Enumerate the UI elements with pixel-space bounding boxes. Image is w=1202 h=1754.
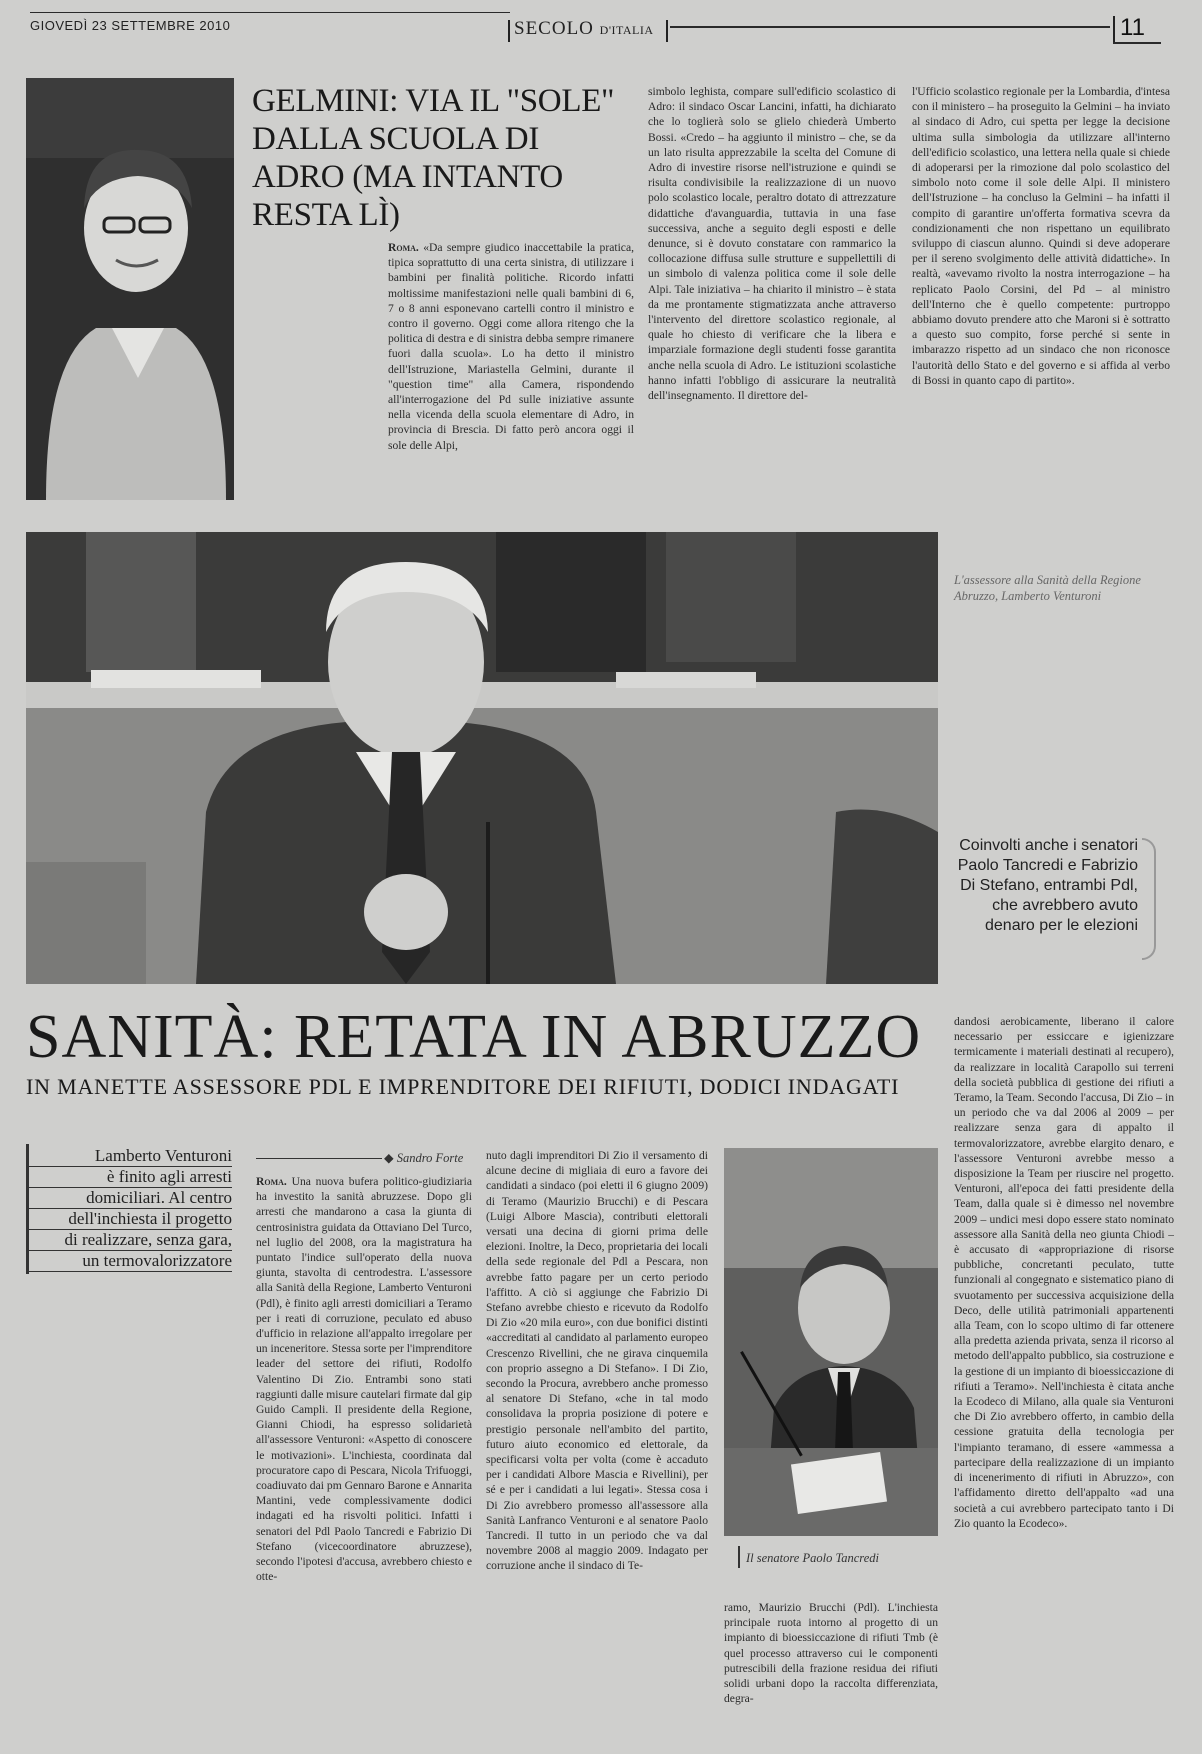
header-divider — [508, 20, 510, 42]
box-quote-rule — [26, 1144, 29, 1274]
newspaper-suffix: D'ITALIA — [599, 23, 654, 37]
gelmini-photo — [26, 78, 234, 500]
page-number-rule — [1113, 42, 1161, 44]
tancredi-caption: Il senatore Paolo Tancredi — [746, 1551, 879, 1565]
header-date: GIOVEDÌ 23 SETTEMBRE 2010 — [30, 18, 231, 33]
box-quote-line: domiciliari. Al centro — [28, 1188, 232, 1209]
sanita-text-1: Una nuova bufera politico-giudiziaria ha investito la sanità abruzzese. Dopo gli arresti che mandarono a casa la giunta di centrosinistra guidata da Ottaviano Del Turco, nel luglio del 2008, ora la magistratura ha puntato l'indice sull'operato della nuova giunta, stavolta di centrodestra. L'assessore alla Sanità della Regione, Lamberto Venturoni (Pdl), è finito agli arresti domiciliari a Teramo per i reati di corruzione, peculato ed abuso d'ufficio in relazione all'appalto irregolare per un inceneritore. Stessa sorte per l'imprenditore leader del settore dei rifiuti, Rodolfo Valentino Di Zio. Entrambi sono stati raggiunti dalle misure cautelari firmate dal gip Guido Campli. Il presidente della Regione, Gianni Chiodi, ha espresso solidarietà all'assessore Venturoni: «Aspetto di conoscere le motivazioni». L'inchiesta, coordinata dal procuratore capo di Pescara, Nicola Trifuoggi, coadiuvato dai pm Gennaro Barone e Annarita Mantini, vede complessivamente dodici indagati ed ha risvolti politici. Infatti i senatori del Pdl Paolo Tancredi e Fabrizio Di Stefano (vicecoordinatore abruzzese), secondo l'ipotesi d'accusa, avrebbero chiesto e otte- — [256, 1175, 472, 1584]
main-photo-caption: L'assessore alla Sanità della Regione Abruzzo, Lamberto Venturoni — [954, 573, 1141, 603]
header-rule-right — [670, 26, 1110, 28]
byline: ◆ Sandro Forte — [384, 1151, 464, 1165]
sanita-text-3: ramo, Maurizio Brucchi (Pdl). L'inchiesta principale ruota intorno al progetto di un impianto di bioessiccazione di rifiuti Tmb (è quel processo attraverso cui le componenti putrescibili della frazione residua dei rifiuti solidi urbani dopo la raccolta differenziata, degra- — [724, 1601, 938, 1706]
gelmini-dateline: Roma. — [388, 241, 419, 254]
side-quote-bracket — [1142, 838, 1156, 960]
box-quote-line: di realizzare, senza gara, — [28, 1230, 232, 1251]
tancredi-photo-image — [724, 1148, 938, 1536]
sanita-column-1 — [256, 1174, 472, 1750]
gelmini-text-2: simbolo leghista, compare sull'edificio scolastico di Adro: il sindaco Oscar Lancini, infatti, ha dichiarato che lo toglierà solo se glielo chiederà Umberto Bossi. «Credo – ha aggiunto il ministro – che, se da un lato risulta apprezzabile la scelta del Comune di Adro di investire risorse nell'istruzione e quindi se risulta condivisibile la realizzazione di un nuovo polo scolastico locale, peraltro dotato di attrezzature didattiche d'avanguardia, tuttavia in una fase successiva, anche a seguito degli esposti e delle denunce, si è dovuto constatare con rammarico la collocazione diffusa sulle strutture e suppellettili di un simbolo di valenza politica come il sole delle Alpi. Tale iniziativa – ha chiarito il ministro – è stata da me prontamente stigmatizzata anche attraverso l'intervento del direttore scolastico regionale, al quale ho chiesto di verificare che la libera e imparziale formazione degli studenti fosse garantita anche nella scuola di Adro. Le istituzioni scolastiche hanno infatti l'obbligo di assicurare la neutralità dell'insegnamento. Il direttore del- — [648, 85, 896, 403]
header-divider — [666, 20, 668, 42]
byline-rule — [256, 1158, 382, 1159]
gelmini-column-1 — [388, 240, 634, 502]
gelmini-column-2 — [648, 84, 896, 502]
box-quote-line: un termovalorizzatore — [28, 1251, 232, 1272]
caption-marker — [738, 1546, 740, 1568]
venturoni-photo-image — [26, 532, 938, 984]
gelmini-photo-image — [26, 78, 234, 500]
sanita-column-4 — [954, 1014, 1174, 1750]
gelmini-text-3: l'Ufficio scolastico regionale per la Lombardia, d'intesa con il ministero – ha proseguito la Gelmini – ha inviato al sindaco di Adro, cui spetta per legge la decisione ultima sulla simbologia da utilizzare all'interno dell'edificio scolastico, una lettera nella quale si chiede di adoperarsi per la rimozione dal polo scolastico del simbolo noto come il sole delle Alpi. Il ministero dell'Istruzione – ha concluso la Gelmini – ha infatti il compito di garantire un'offerta formativa scevra da condizionamenti che non rispettano un equilibrato sviluppo di ciascun alunno. Quindi si deve adoperare per il sereno svolgimento delle attività didattiche». In realtà, «avevamo rivolto la nostra interrogazione – ha replicato Paolo Corsini, del Pd – al ministro dell'Interno che è quello competente: purtroppo abbiamo dovuto prendere atto che Maroni si è sottratto a questo suo compito, forse perché si sente in imbarazzo rispetto ad un sindaco che non riconosce l'autorità dello Stato e del governo e si affida al verbo di Bossi in quanto capo di partito». — [912, 85, 1170, 387]
sanita-headline: SANITÀ: RETATA IN ABRUZZO — [26, 1003, 922, 1071]
byline-author: Sandro Forte — [396, 1151, 464, 1165]
newspaper-title: SECOLO — [514, 18, 594, 39]
gelmini-text-1: «Da sempre giudico inaccettabile la pratica, tipica soprattutto di una certa sinistra, di utilizzare i bambini per finalità politiche. Ricordo infatti moltissime manifestazioni nelle quali bambini di 6, 7 o 8 anni esponevano cartelli contro il ministro e contro il governo. Oggi come allora ritengo che la politica di destra e di sinistra debba sempre rimanere fuori dalla scuola». Lo ha detto il ministro dell'Istruzione, Mariastella Gelmini, durante il "question time" alla Camera, rispondendo all'interrogazione del Pd sulle iniziative assunte nella vicenda della scuola elementare di Adro, in provincia di Brescia. Di fatto però ancora oggi il sole delle Alpi, — [388, 241, 634, 452]
box-quote-line: dell'inchiesta il progetto — [28, 1209, 232, 1230]
gelmini-column-3 — [912, 84, 1170, 502]
header-top-rule — [30, 12, 510, 13]
newspaper-name — [514, 18, 654, 40]
gelmini-headline: GELMINI: VIA IL "SOLE" DALLA SCUOLA DI ADRO (MA INTANTO RESTA LÌ) — [252, 83, 615, 233]
box-quote-line: Lamberto Venturoni — [28, 1146, 232, 1167]
side-quote: Coinvolti anche i senatori Paolo Tancredi e Fabrizio Di Stefano, entrambi Pdl, che avrebbero avuto denaro per le elezioni — [957, 837, 1138, 934]
page-number: 11 — [1120, 14, 1145, 41]
sanita-text-2: nuto dagli imprenditori Di Zio il versamento di alcune decine di migliaia di euro a favore dei candidati a sindaco (poi eletti il 6 giugno 2009) di Teramo (Maurizio Brucchi) e di Pescara (Luigi Albore Mascia), contributi elettorali versati una decina di giorni prima delle elezioni. Inoltre, la Deco, proprietaria dei locali della sede regionale del Pdl a Pescara, non avrebbe fatto pagare per un certo periodo l'affitto. A ciò si aggiunge che Fabrizio Di Stefano avrebbe chiesto e ricevuto da Rodolfo Di Zio «20 mila euro», con due bonifici distinti «accreditati al candidato al parlamento europeo Crescenzo Rivellini, che ne girava cinquemila con proprio assegno a Di Stefano». I Di Zio, secondo la Procura, avrebbero anche promesso al senatore Di Stefano, «che in tal modo consolidava la propria posizione di potere e prestigio personale nell'ambito del partito, futuro aiuto economico ed elettorale, da specificarsi volta per volta (come è accaduto per i candidati Albore Mascia e Rivellini), per sé e per i candidati a lui legati». Stessa cosa i Di Zio avrebbero promesso all'assessore alla Sanità Lanfranco Venturoni e al senatore Paolo Tancredi. Il tutto in un periodo che va dal novembre 2008 al maggio 2009. Indagato per corruzione anche il sindaco di Te- — [486, 1149, 708, 1573]
venturoni-photo — [26, 532, 938, 984]
sanita-box-quote — [28, 1146, 232, 1272]
header-divider — [1113, 16, 1115, 42]
sanita-dateline: Roma. — [256, 1175, 287, 1188]
sanita-column-3 — [724, 1600, 938, 1750]
sanita-column-2 — [486, 1148, 708, 1748]
tancredi-photo — [724, 1148, 938, 1536]
sanita-text-4: dandosi aerobicamente, liberano il calore necessario per essiccare e igienizzare termicamente i materiali destinati al recupero), da realizzare in località Carapollo sui terreni della società pubblica di gestione dei rifiuti a Teramo, la Team. Secondo l'accusa, Di Zio – in un periodo che va dal 2006 al 2009 – per realizzare senza gara di appalto il termovalorizzatore, avrebbe elargito denaro, e l'assessore Venturoni avrebbe messo a disposizione la Team per riuscire nel progetto. Venturoni, all'epoca dei fatti presidente della Team, dalla quale si è dimesso nel novembre 2009 – undici mesi dopo essere stato nominato assessore alla Sanità della neo giunta Chiodi – è accusato di «appropriazione di risorse pubbliche, concretanti peculato, tutte funzionali al congegnato e sistematico piano di svuotamento per successiva acquisizione della Deco, delle utilità patrimoniali appartenenti alla Team, con lo scopo ultimo di far ottenere alla predetta azienda privata, senza il ricorso al metodo dell'appalto pubblico, sia costruzione e la gestione di un impianto di bioessiccazione di rifiuti a Teramo». Nell'inchiesta è citata anche la Ecodeco di Milano, alla quale sia Venturoni che Di Zio avrebbero offerto, in cambio della cessione gratuita della tecnologia per l'impianto teramano, di essere «ammessa a partecipare della realizzazione di un impianto di incenerimento di rifiuti in Abruzzo», con l'affidamento diretto dell'appalto «ad una società a cui avrebbero partecipato tanto i Di Zio quanto la Ecodeco». — [954, 1015, 1174, 1530]
sanita-subheadline: IN MANETTE ASSESSORE PDL E IMPRENDITORE DEI RIFIUTI, DODICI INDAGATI — [26, 1074, 900, 1099]
box-quote-line: è finito agli arresti — [28, 1167, 232, 1188]
